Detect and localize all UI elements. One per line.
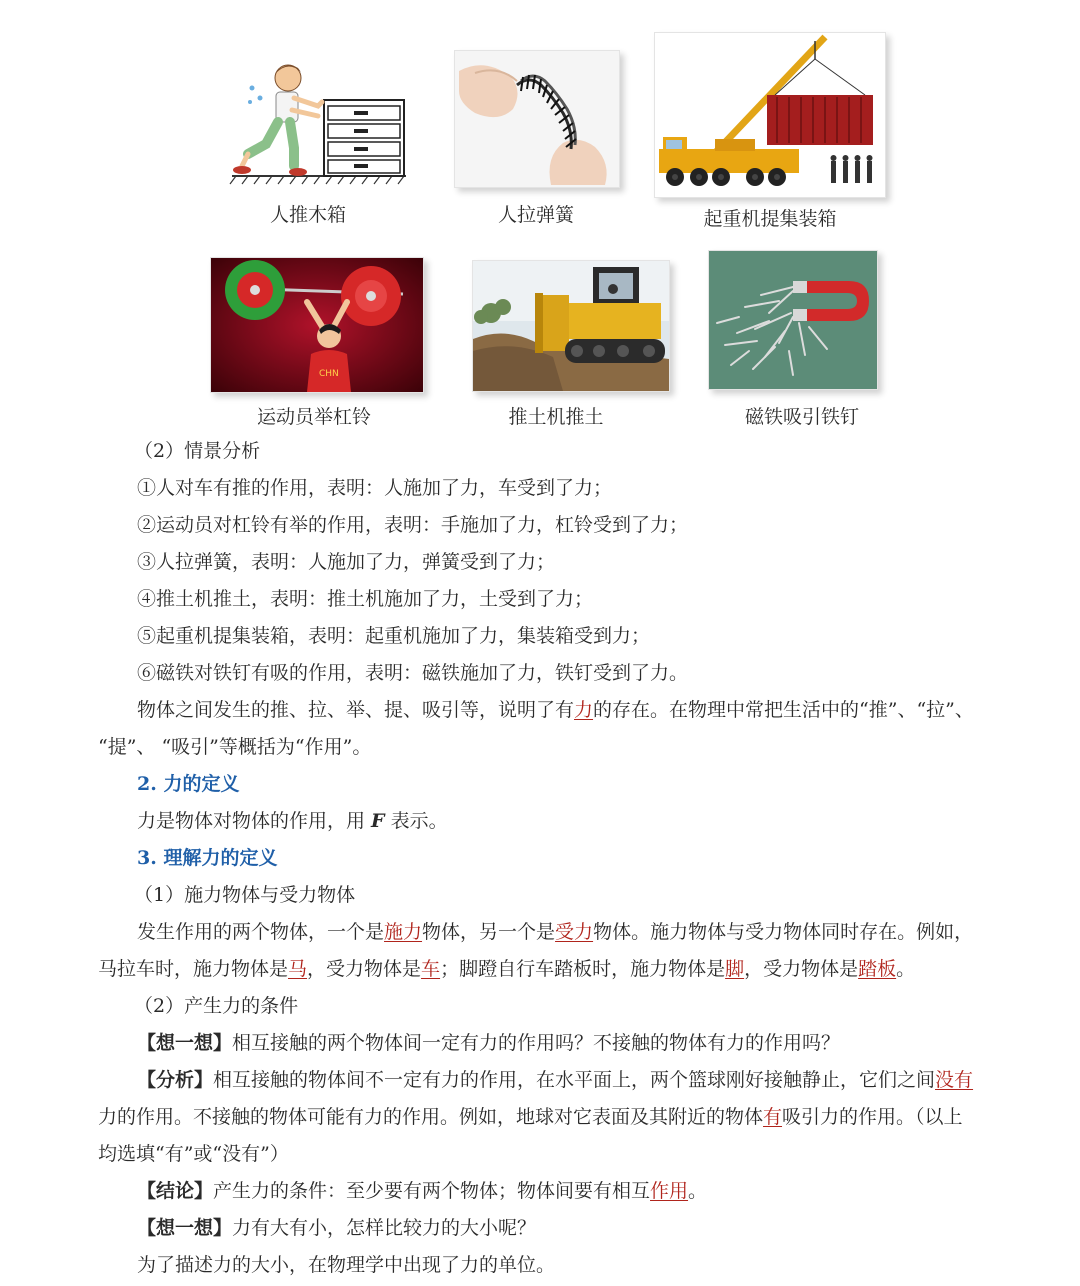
magnet-attracting-nails-image	[708, 250, 878, 390]
scene-item: ⑥磁铁对铁钉有吸的作用，表明：磁铁施加了力，铁钉受到了力。	[137, 662, 689, 684]
figure-caption: 运动员举杠铃	[256, 406, 371, 428]
crane-lifting-container-icon	[655, 33, 885, 197]
bulldozer-pushing-soil-icon	[473, 261, 669, 391]
answer-blank: 车	[421, 958, 441, 980]
section-subtitle: （2）情景分析	[134, 440, 261, 462]
text-run: ，受力物体是	[744, 958, 859, 980]
figure-caption: 人拉弹簧	[497, 204, 574, 226]
section-subtitle: （2）产生力的条件	[134, 995, 299, 1017]
svg-text:CHN: CHN	[319, 369, 339, 379]
answer-blank: 马	[288, 958, 308, 980]
scene-item: ⑤起重机提集装箱，表明：起重机施加了力，集装箱受到力；	[137, 625, 651, 647]
text-run: 。	[896, 958, 916, 980]
scene-summary-cont: “提”、 “吸引”等概括为“作用”。	[98, 736, 372, 758]
think-tag: 【想一想】	[137, 1032, 233, 1054]
think-line	[0, 1216, 1080, 1240]
text-run: 物体之间发生的推、拉、举、提、吸引等，说明了有	[137, 699, 575, 721]
hand-pulling-spring-icon	[455, 51, 619, 187]
weightlifter-barbell-icon	[211, 258, 423, 392]
text-run: 相互接触的物体间不一定有力的作用，在水平面上，两个篮球刚好接触静止，它们之间	[213, 1069, 936, 1091]
text-run: ，受力物体是	[307, 958, 422, 980]
heading-definition: 2. 力的定义	[137, 773, 240, 795]
force-symbol: F	[371, 810, 385, 832]
crane-lifting-container-image	[654, 32, 886, 198]
analysis-line	[0, 1105, 1080, 1129]
text-run: 表示。	[384, 810, 448, 832]
magnet-attracting-nails-icon	[709, 251, 877, 389]
final-line: 为了描述力的大小，在物理学中出现了力的单位。	[137, 1254, 556, 1276]
text-run: ；脚蹬自行车踏板时，施力物体是	[440, 958, 726, 980]
text-run: 的存在。在物理中常把生活中的“推”、“拉”、	[593, 699, 974, 721]
think-line	[0, 1031, 1080, 1055]
answer-blank: 施力	[384, 921, 423, 943]
weightlifter-barbell-image	[210, 257, 424, 393]
text-run: 力有大有小，怎样比较力的大小呢？	[232, 1217, 537, 1239]
answer-blank: 踏板	[858, 958, 897, 980]
think-tag: 【想一想】	[137, 1217, 233, 1239]
paragraph-line	[0, 957, 1080, 981]
answer-blank: 力	[574, 699, 594, 721]
person-pushing-cabinet-image	[228, 58, 408, 194]
paragraph-line	[0, 920, 1080, 944]
answer-blank: 受力	[555, 921, 594, 943]
figure-caption: 推土机推土	[508, 406, 604, 428]
text-run: 力的作用。不接触的物体可能有力的作用。例如，地球对它表面及其附近的物体	[98, 1106, 764, 1128]
text-run: 力是物体对物体的作用，用	[137, 810, 372, 832]
person-pushing-cabinet-icon	[228, 58, 408, 194]
text-run: 发生作用的两个物体，一个是	[137, 921, 385, 943]
answer-blank: 没有	[935, 1069, 974, 1091]
text-run: 物体，另一个是	[422, 921, 556, 943]
analysis-line: 均选填“有”或“没有”）	[98, 1143, 289, 1165]
conclusion-tag: 【结论】	[137, 1180, 214, 1202]
answer-blank: 有	[763, 1106, 783, 1128]
text-run: 物体。施力物体与受力物体同时存在。例如，	[593, 921, 974, 943]
text-run: 产生力的条件：至少要有两个物体；物体间要有相互	[213, 1180, 651, 1202]
text-run: 。	[688, 1180, 708, 1202]
scene-item: ④推土机推土，表明：推土机施加了力，土受到了力；	[137, 588, 594, 610]
answer-blank: 作用	[650, 1180, 689, 1202]
definition-text	[0, 809, 1080, 833]
scene-summary	[0, 698, 1080, 722]
analysis-line	[0, 1068, 1080, 1092]
conclusion-line	[0, 1179, 1080, 1203]
text-run: 马拉车时，施力物体是	[98, 958, 289, 980]
answer-blank: 脚	[725, 958, 745, 980]
figure-caption: 起重机提集装箱	[703, 208, 837, 230]
hand-pulling-spring-image	[454, 50, 620, 188]
scene-item: ③人拉弹簧，表明：人施加了力，弹簧受到了力；	[137, 551, 556, 573]
figure-caption: 人推木箱	[269, 204, 346, 226]
section-subtitle: （1）施力物体与受力物体	[134, 884, 356, 906]
bulldozer-pushing-soil-image	[472, 260, 670, 392]
scene-item: ②运动员对杠铃有举的作用，表明：手施加了力，杠铃受到了力；	[137, 514, 689, 536]
heading-understanding: 3. 理解力的定义	[137, 847, 278, 869]
analysis-tag: 【分析】	[137, 1069, 214, 1091]
text-run: 吸引力的作用。（以上	[782, 1106, 963, 1128]
text-run: 相互接触的两个物体间一定有力的作用吗？不接触的物体有力的作用吗？	[232, 1032, 841, 1054]
scene-item: ①人对车有推的作用，表明：人施加了力，车受到了力；	[137, 477, 613, 499]
figure-caption: 磁铁吸引铁钉	[744, 406, 859, 428]
